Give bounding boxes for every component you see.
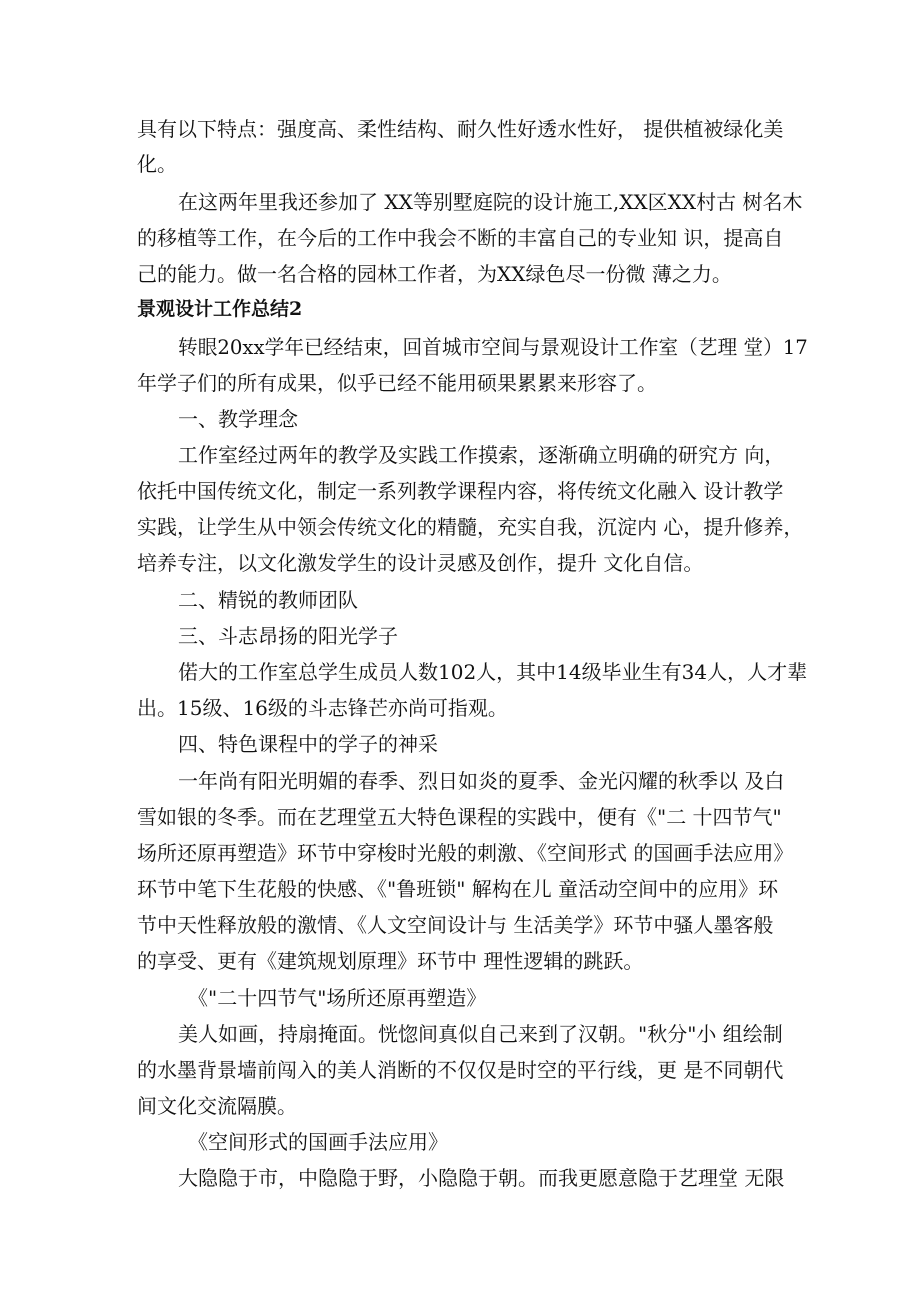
paragraph-line: 己的能力。做一名合格的园林工作者，为XX绿色尽一份微 薄之力。 (137, 262, 732, 286)
subheading: 《空间形式的国画手法应用》 (188, 1130, 448, 1154)
paragraph-line: 实践，让学生从中领会传统文化的精髓，充实自我，沉淀内 心，提升修养， (137, 515, 804, 539)
paragraph-line: 环节中笔下生花般的快感、《"鲁班锁" 解构在儿 童活动空间中的应用》环 (137, 877, 779, 901)
paragraph-line: 美人如画，持扇掩面。恍惚间真似自己来到了汉朝。"秋分"小 组绘制 (178, 1022, 783, 1046)
paragraph-line: 场所还原再塑造》环节中穿梭时光般的刺激、《空间形式 的国画手法应用》 (137, 841, 794, 865)
subheading: 三、斗志昂扬的阳光学子 (178, 624, 398, 648)
paragraph-line: 依托中国传统文化，制定一系列教学课程内容，将传统文化融入 设计教学 (137, 479, 784, 503)
paragraph-line: 的水墨背景墙前闯入的美人消断的不仅仅是时空的平行线，更 是不同朝代 (137, 1058, 784, 1082)
subheading: 《"二十四节气"场所还原再塑造》 (188, 986, 487, 1010)
paragraph-line: 一年尚有阳光明媚的春季、烈日如炎的夏季、金光闪耀的秋季以 及白 (178, 769, 785, 793)
paragraph-line: 工作室经过两年的教学及实践工作摸索，逐渐确立明确的研究方 向， (178, 443, 785, 467)
paragraph-line: 雪如银的冬季。而在艺理堂五大特色课程的实践中，便有《"二 十四节气" (137, 805, 782, 829)
subheading: 二、精锐的教师团队 (178, 588, 358, 612)
paragraph-line: 偌大的工作室总学生成员人数102人，其中14级毕业生有34人，人才辈 (178, 660, 808, 684)
section-heading-text: 景观设计工作总结2 (137, 298, 303, 320)
paragraph-line: 的移植等工作，在今后的工作中我会不断的丰富自己的专业知 识，提高自 (137, 226, 784, 250)
section-heading (137, 296, 302, 322)
paragraph-line: 在这两年里我还参加了 XX等别墅庭院的设计施工,XX区XX村古 树名木 (178, 190, 803, 214)
paragraph-line: 大隐隐于市，中隐隐于野，小隐隐于朝。而我更愿意隐于艺理堂 无限 (178, 1166, 785, 1190)
subheading: 一、教学理念 (178, 407, 298, 431)
paragraph-line: 化。 (137, 152, 177, 176)
subheading: 四、特色课程中的学子的神采 (178, 732, 438, 756)
paragraph-line: 年学子们的所有成果，似乎已经不能用硕果累累来形容了。 (137, 371, 657, 395)
paragraph-line: 节中天性释放般的激情、《人文空间设计与 生活美学》环节中骚人墨客般 (137, 913, 774, 937)
paragraph-line: 出。15级、16级的斗志锋芒亦尚可指观。 (137, 696, 508, 720)
paragraph-line: 具有以下特点：强度高、柔性结构、耐久性好透水性好， 提供植被绿化美 (137, 117, 784, 141)
paragraph-line: 转眼20xx学年已经结束，回首城市空间与景观设计工作室（艺理 堂）17 (178, 335, 808, 359)
paragraph-line: 的享受、更有《建筑规划原理》环节中 理性逻辑的跳跃。 (137, 949, 644, 973)
paragraph-line: 培养专注，以文化激发学生的设计灵感及创作，提升 文化自信。 (137, 551, 704, 575)
paragraph-line: 间文化交流隔膜。 (137, 1094, 297, 1118)
